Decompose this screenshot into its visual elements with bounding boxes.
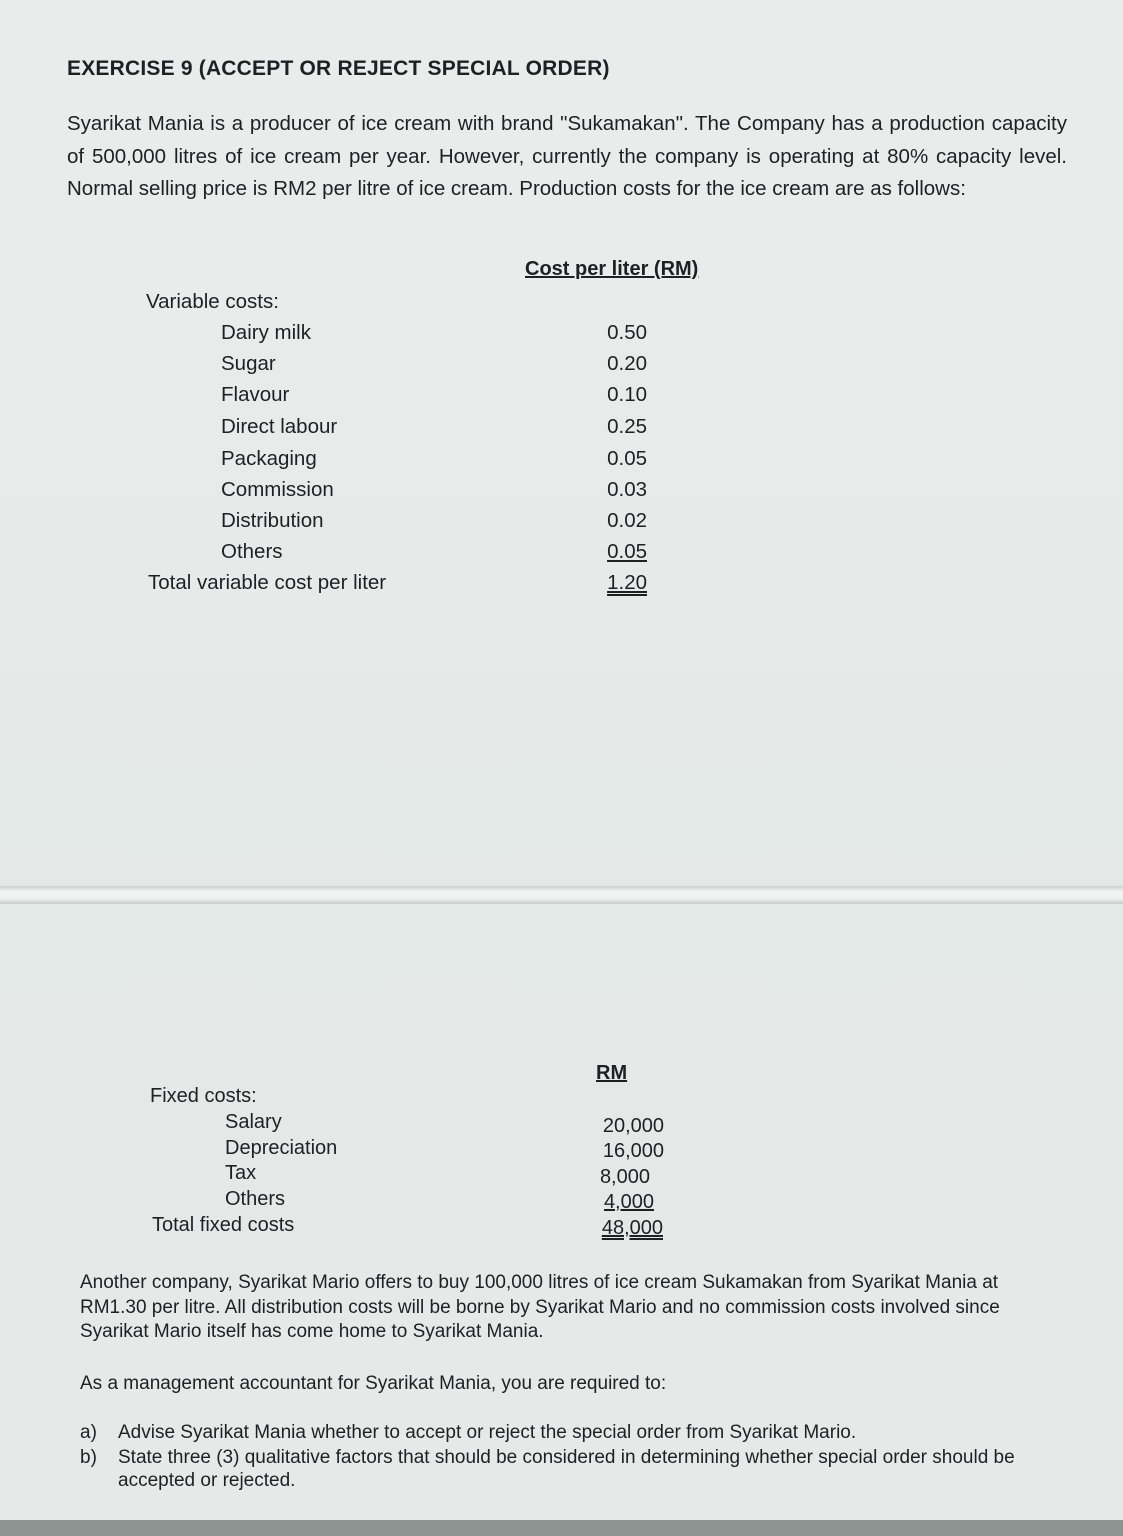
fixed-item-label: Others: [225, 1188, 286, 1210]
variable-column-header: Cost per liter (RM): [525, 258, 699, 280]
variable-item-label: Distribution: [221, 509, 324, 532]
fixed-item-value: 16,000: [602, 1140, 664, 1162]
question-text: Advise Syarikat Mania whether to accept or reject the special order from Syarikat Mario.: [118, 1422, 857, 1443]
fixed-column-header: RM: [596, 1062, 628, 1084]
fixed-costs-heading: Fixed costs:: [150, 1085, 257, 1107]
variable-total-label: Total variable cost per liter: [148, 571, 387, 594]
fixed-total-label: Total fixed costs: [152, 1214, 295, 1236]
question-marker: b): [80, 1447, 97, 1468]
requirement-text: As a management accountant for Syarikat Mania, you are required to:: [80, 1373, 667, 1394]
variable-item-label: Direct labour: [221, 415, 338, 438]
variable-item-value: 0.10: [607, 383, 647, 406]
variable-item-value: 0.05: [607, 540, 647, 563]
variable-item-value: 0.02: [607, 509, 647, 532]
fixed-total-value: 48,000: [601, 1217, 663, 1239]
fixed-item-label: Tax: [225, 1162, 257, 1184]
variable-item-label: Dairy milk: [221, 321, 311, 344]
fixed-item-label: Salary: [225, 1111, 282, 1133]
fixed-item-value: 4,000: [603, 1191, 654, 1213]
fixed-item-label: Depreciation: [225, 1137, 338, 1159]
variable-item-value: 0.25: [607, 415, 647, 438]
variable-item-label: Others: [221, 540, 283, 563]
variable-item-value: 0.03: [607, 478, 647, 501]
variable-item-value: 0.20: [607, 352, 647, 375]
variable-item-label: Packaging: [221, 447, 317, 470]
question-a: [80, 1421, 1030, 1444]
offer-paragraph: Another company, Syarikat Mario offers to buy 100,000 litres of ice cream Sukamakan from Syarikat Mania at RM1.30 per litre. All distribution costs will be borne by Syarikat Mario and no commission costs involved since Syarikat Mario itself has come home to Syarikat Mania.: [80, 1272, 1000, 1342]
variable-item-value: 0.50: [607, 321, 647, 344]
question-b: [80, 1446, 1030, 1492]
question-text: State three (3) qualitative factors that should be considered in determining whether special order should be accepted or rejected.: [118, 1447, 1015, 1491]
bottom-edge: [0, 1520, 1123, 1536]
fixed-item-value: 20,000: [602, 1115, 664, 1137]
fixed-item-value: 8,000: [599, 1166, 650, 1188]
page-divider: [0, 886, 1123, 904]
variable-item-label: Sugar: [221, 352, 276, 375]
variable-item-label: Flavour: [221, 383, 290, 406]
variable-item-label: Commission: [221, 478, 334, 501]
exercise-title: EXERCISE 9 (ACCEPT OR REJECT SPECIAL ORDER): [67, 57, 610, 80]
intro-paragraph: Syarikat Mania is a producer of ice cream with brand "Sukamakan". The Company has a production capacity of 500,000 litres of ice cream per year. However, currently the company is operating at 80% capacity level. Normal selling price is RM2 per litre of ice cream. Production costs for the ice cream are as follows:: [67, 112, 1067, 200]
variable-total-value: 1.20: [607, 571, 647, 594]
question-marker: a): [80, 1422, 97, 1443]
variable-costs-heading: Variable costs:: [146, 290, 279, 313]
variable-item-value: 0.05: [607, 447, 647, 470]
